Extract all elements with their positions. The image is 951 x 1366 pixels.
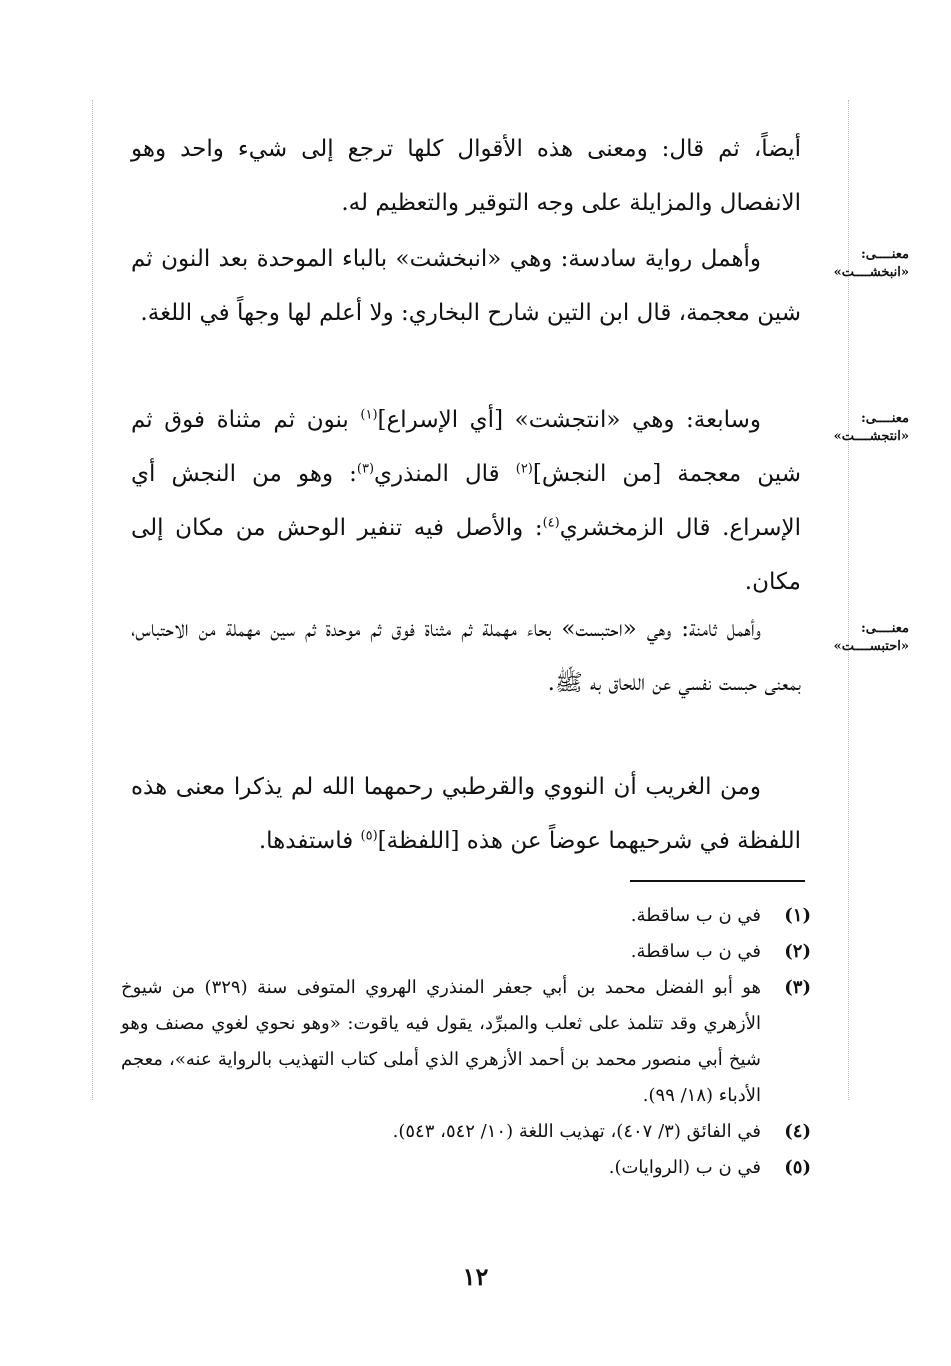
footnote-ref-5: (٥) — [360, 828, 378, 844]
footnote-number: (٣) — [784, 977, 811, 998]
footnote-item — [121, 934, 811, 970]
paragraph-3-text: قال المنذري — [374, 461, 516, 487]
paragraph-5-text: فاستفدها. — [258, 828, 361, 854]
footnote-number: (٢) — [784, 941, 811, 962]
footnote-text: في ن ب (الروايات). — [608, 1157, 761, 1178]
margin-note-line-2: «انبخشــــت» — [833, 265, 909, 280]
margin-note-intajashat — [833, 410, 909, 446]
paragraph-3-text: وسابعة: وهي «انتجشت» [أي الإسراع] — [377, 407, 761, 433]
paragraph-3 — [131, 393, 801, 609]
paragraph-1: أيضاً، ثم قال: ومعنى هذه الأقوال كلها ترجع إلى شيء واحد وهو الانفصال والمزايلة على وجه التوقير والتعظيم له. — [131, 136, 801, 216]
margin-note-line-2: «انتجشــــت» — [833, 429, 909, 444]
paragraph-5-text: ومن الغريب أن النووي والقرطبي رحمهما الله لم يذكرا معنى هذه اللفظة في شرحيهما عوضاً عن هذه [اللفظة] — [131, 774, 801, 854]
paragraph-2: وأهمل رواية سادسة: وهي «انبخشت» بالباء الموحدة بعد النون ثم شين معجمة، قال ابن التين شارح البخاري: ولا أعلم لها وجهاً في اللغة. — [131, 246, 801, 326]
footnote-text: في الفائق (٣/ ٤٠٧)، تهذيب اللغة (١٠/ ٥٤٢، ٥٤٣). — [392, 1121, 761, 1142]
footnotes-list — [121, 898, 811, 1186]
footnote-text: في ن ب ساقطة. — [630, 905, 761, 926]
margin-note-line-1: معنــــى: — [860, 247, 909, 262]
footnote-item — [121, 898, 811, 934]
margin-note-inbakhashat — [833, 246, 909, 282]
footnote-ref-2: (٢) — [515, 461, 533, 477]
scan-dotted-line — [92, 100, 94, 1100]
footnote-separator — [630, 880, 805, 882]
footnote-text: هو أبو الفضل محمد بن أبي جعفر المنذري الهروي المتوفى سنة (٣٢٩) من شيوخ الأزهري وقد تتلمذ على ثعلب والمبرِّد، يقول فيه ياقوت: «وهو نحوي لغوي مصنف وهو شيخ أبي منصور محمد بن أحمد الأزهري الذي أملى كتاب التهذيب بالرواية عنه»، معجم الأدباء (١٨/ ٩٩). — [121, 977, 761, 1106]
margin-note-line-1: معنــــى: — [860, 411, 909, 426]
footnote-number: (٤) — [784, 1121, 811, 1142]
margin-note-line-2: «احتبســــت» — [833, 639, 909, 654]
paragraph-3-text: بنون ثم مثناة فوق ثم شين معجمة [من النجش] — [131, 407, 801, 487]
footnote-ref-3: (٣) — [356, 461, 375, 477]
footnote-item — [121, 1150, 811, 1186]
margin-note-line-1: معنــــى: — [860, 621, 909, 636]
page-number: ١٢ — [462, 1262, 489, 1291]
margin-note-ihtabasat — [833, 620, 909, 656]
footnote-item — [121, 970, 811, 1114]
footnote-text: في ن ب ساقطة. — [630, 941, 761, 962]
paragraph-3-text: : وهو من النجش أي الإسراع. قال الزمخشري — [131, 461, 802, 541]
footnote-item — [121, 1114, 811, 1150]
footnote-number: (٥) — [784, 1157, 811, 1178]
footnote-number: (١) — [784, 905, 811, 926]
footnote-ref-4: (٤) — [542, 515, 560, 531]
paragraph-5 — [131, 760, 801, 868]
paragraph-4: وأهمل ثامنة: وهي «احتبست» بحاء مهملة ثم مثناة فوق ثم موحدة ثم سين مهملة من الاحتباس، بمعنى حبست نفسي عن اللحاق به ﷺ. — [131, 616, 801, 696]
footnote-ref-1: (١) — [360, 407, 378, 423]
paragraph-3-text: : والأصل فيه تنفير الوحش من مكان إلى مكان. — [131, 515, 801, 595]
